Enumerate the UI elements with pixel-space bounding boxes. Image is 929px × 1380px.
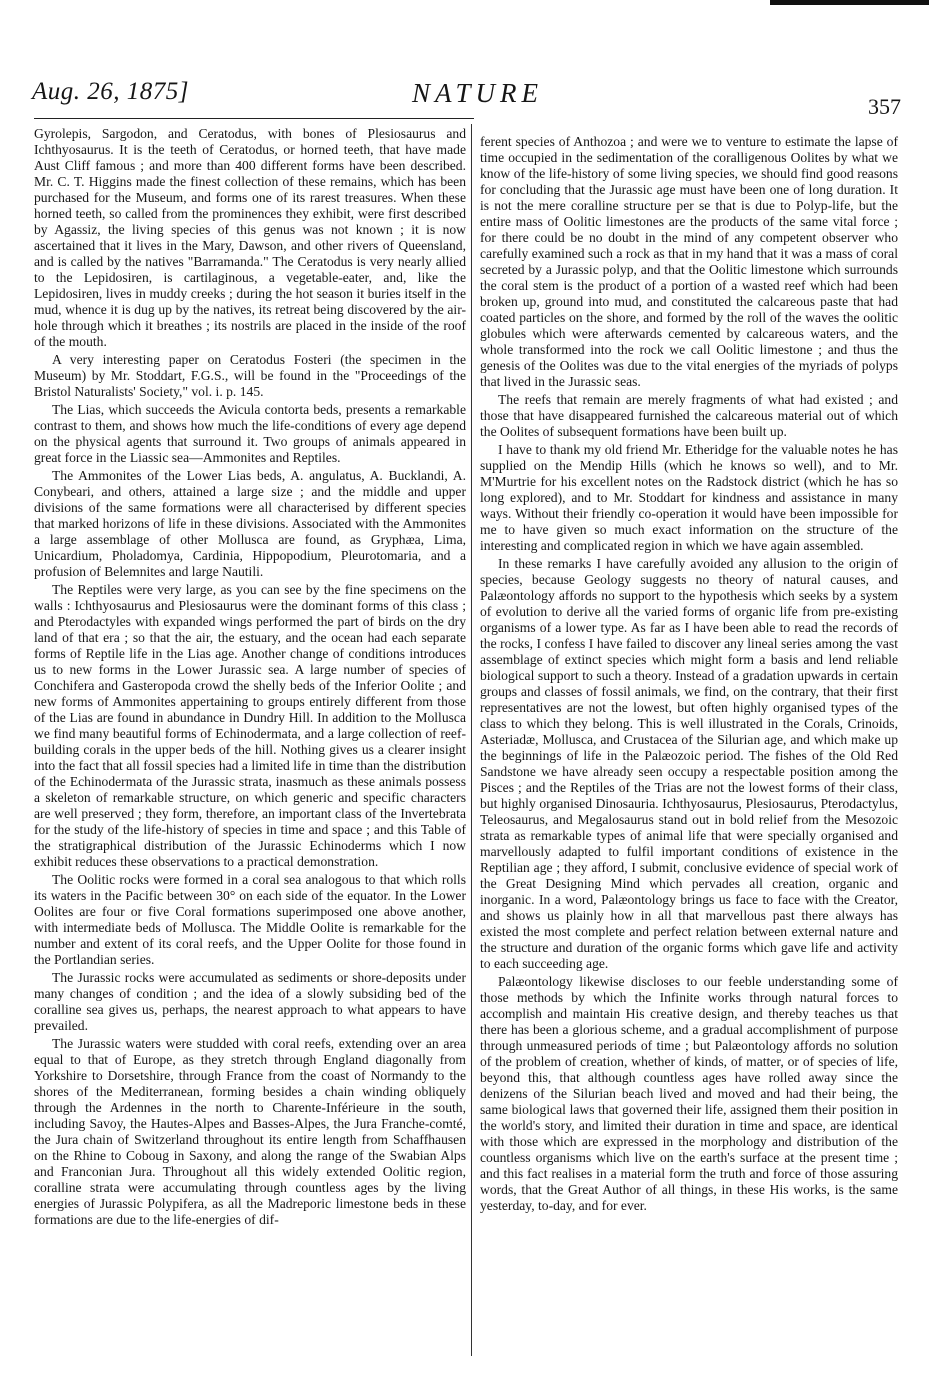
paragraph: In these remarks I have carefully avoided any allusion to the origin of species, because Geology suggests no theory of natural causes, and Palæontology affords no support to the hypothesis which seeks by a system of evolution to derive all the varied forms of organic life from pre-existing organisms of a lower type. As far as I have been able to read the records of the rocks, I confess I have failed to discover any lineal series among the vast assemblage of extinct species which might form a basis and lend reliable biological support to such a theory. Instead of a gradation upwards in certain groups and classes of fossil animals, we find, on the contrary, that their first representatives are not the lowest, but often highly organised types of the class to which they belong. This is well illustrated in the Corals, Crinoids, Asteriadæ, Mollusca, and Crustacea of the Silurian age, and which make up the beginnings of life in the Palæozoic period. The fishes of the Old Red Sandstone we have already seen occupy a respectable position among the Pisces ; and the Reptiles of the Trias are not the lowest forms of their class, but highly organised Dinosauria. Ichthyosaurus, Plesiosaurus, Pterodactylus, Teleosaurus, and Megalosaurus stand out in bold relief from the Mesozoic strata as remarkable types of animal life that were specially organised and marvellously adapted to fulfil important conditions of existence in the Reptilian age ; they afford, I submit, conclusive evidence of special work of the Great Designing Mind which pervades all creation, organic and inorganic. In a word, Palæontology brings us face to face with the Creator, and shows us plainly how in all that marvellous past there always has existed the most complete and perfect relation between external nature and the structure and duration of the organic forms which gave life and activity to each succeeding age. — [480, 556, 898, 971]
paragraph: The Reptiles were very large, as you can see by the fine specimens on the walls : Ichthyosaurus and Plesiosaurus were the dominant forms of this class ; and Pterodactyles with expanded wings performed the part of birds on the dry land of that era ; so that the air, the estuary, and the ocean had each separate forms of Reptile life in the Lias age. Another change of conditions introduces us to new forms in the Lower Jurassic sea. A large number of species of Conchifera and Gasteropoda crowd the shelly beds of the Inferior Oolite ; and new forms of Ammonites appertaining to groups entirely different from those of the Lias are found in abundance in Dundry Hill. In addition to the Mollusca we find many beautiful forms of Echinodermata, and a large collection of reef-building corals in the upper beds of the hill. Nothing gives us a clearer insight into the fact that all fossil species had a limited life in time than the distribution of the Echinodermata of the Jurassic strata, inasmuch as these animals possess a skeleton of remarkable structure, on which generic and specific characters are well preserved ; they form, therefore, an important class of the Invertebrata for the study of the life-history of species in time and space ; and this Table of the stratigraphical distribution of the Jurassic Echinoderms which I now exhibit reduces these observations to a practical demonstration. — [34, 582, 466, 869]
paragraph: The Jurassic waters were studded with coral reefs, extending over an area equal to that of Europe, as they stretch through England diagonally from Yorkshire to Dorsetshire, through France from the coast of Normandy to the shores of the Mediterranean, forming besides a chain winding obliquely through the Ardennes in the north to Charente-Inférieure in the south, including Savoy, the Hautes-Alpes and Basses-Alpes, the Jura Franche-comté, the Jura chain of Switzerland throughout its entire length from Schaffhausen on the Rhine to Coboug in Saxony, and along the range of the Swabian Alps and Franconian Jura. Throughout all this widely extended Oolitic region, coralline strata were accumulating through countless ages by the living energies of Jurassic Polypifera, as all the Madreporic limestone beds in these formations are due to the life-energies of dif- — [34, 1036, 466, 1227]
paragraph: A very interesting paper on Ceratodus Fosteri (the specimen in the Museum) by Mr. Stoddart, F.G.S., will be found in the "Proceedings of the Bristol Naturalists' Society," vol. i. p. 145. — [34, 352, 466, 399]
top-edge-rule — [770, 0, 929, 5]
left-column — [34, 126, 466, 1228]
paragraph: The Jurassic rocks were accumulated as sediments or shore-deposits under many changes of condition ; and the idea of a slowly subsiding bed of the coralline sea gives us, perhaps, the nearest approach to what appears to have prevailed. — [34, 970, 466, 1033]
header-rule — [34, 118, 474, 119]
paragraph: I have to thank my old friend Mr. Etheridge for the valuable notes he has supplied on the Mendip Hills (which he knows so well), and to Mr. M'Murtrie for his excellent notes on the Radstock district (which he has so long explored), and to Mr. Stoddart for kindness and assistance in many ways. Without their friendly co-operation it would have been impossible for me to have given so much exact information on the structure of the interesting and complicated region in which we have again assembled. — [480, 442, 898, 553]
masthead — [0, 78, 929, 119]
paragraph: The Oolitic rocks were formed in a coral sea analogous to that which rolls its waters in the Pacific between 30° on each side of the equator. In the Lower Oolites are four or five Coral formations superimposed one above another, with intermediate beds of Mollusca. The Middle Oolite is remarkable for the number and extent of its coral reefs, and the Upper Oolite for those found in the Portlandian series. — [34, 872, 466, 967]
right-column — [480, 134, 898, 1214]
issue-date: Aug. 26, 1875] — [32, 78, 189, 105]
paragraph: The reefs that remain are merely fragments of what had existed ; and those that have disappeared furnished the calcareous material out of which the Oolites of subsequent formations have been built up. — [480, 392, 898, 439]
paragraph: Gyrolepis, Sargodon, and Ceratodus, with bones of Plesiosaurus and Ichthyosaurus. It is the teeth of Ceratodus, or horned teeth, that have made Aust Cliff famous ; and more than 400 different forms have been described. Mr. C. T. Higgins made the finest collection of these remains, which has been purchased for the Museum, and forms one of its rarest treasures. When these horned teeth, so called from the prominences they exhibit, were first described by Agassiz, the living species of this genus was not known ; it is now ascertained that it lives in the Mary, Dawson, and other rivers of Queensland, and is called by the natives "Barramanda." The Ceratodus is very nearly allied to the Lepidosiren, is cartilaginous, a vegetable-eater, and, like the Lepidosiren, lives in muddy creeks ; during the hot season it buries itself in the mud, whence it is dug up by the natives, its retreat being discovered by the air-hole through which it breathes ; its nostrils are placed in the inside of the roof of the mouth. — [34, 126, 466, 349]
paragraph: The Lias, which succeeds the Avicula contorta beds, presents a remarkable contrast to them, and shows how much the life-conditions of every age depend on the physical agents that surround it. Two groups of animals appeared in great force in the Liassic sea—Ammonites and Reptiles. — [34, 402, 466, 465]
paragraph: Palæontology likewise discloses to our feeble understanding some of those methods by which the Infinite works through natural forces to accomplish and maintain His creative design, and thereby teaches us that there has been a glorious scheme, and a gradual accomplishment of purpose through unmeasured periods of time ; but Palæontology affords no solution of the problem of creation, whether of kinds, of matter, or of species of life, beyond this, that although countless ages have rolled away since the denizens of the Silurian beach lived and moved and had their being, the same biological laws that governed their life, assigned them their position in the world's story, and limited their duration in time and space, are identical with those which are expressed in the morphology and distribution of the countless organisms which live on the earth's surface at the present time ; and this fact realises in a material form the truth and force of those assuring words, that the Great Author of all things, in these His works, is the same yesterday, to-day, and for ever. — [480, 974, 898, 1213]
column-divider — [471, 124, 472, 1356]
page-number: 357 — [868, 94, 901, 119]
paragraph: ferent species of Anthozoa ; and were we to venture to estimate the lapse of time occupied in the sedimentation of the coralligenous Oolites by what we know of the life-history of some living species, we should find good reasons for concluding that the Jurassic age must have been one of long duration. It is not the mere coralline structure per se that is due to Polyp-life, but the entire mass of Oolitic limestones are the products of the same vital force ; for there could be no doubt in the mind of any competent observer who carefully examined such a rock as that in my hand that it was a mass of coral secreted by a Jurassic polyp, and that the Oolitic limestone which surrounds the coral stem is the product of a portion of a wasted reef which had been broken up, ground into mud, and constituted the calcareous paste that had coated particles on the shore, and formed by the roll of the waves the oolitic globules which were afterwards cemented by calcareous waters, and the whole transformed into the rock we call Oolitic limestone ; and thus the genesis of the Oolites was due to the vital energies of the myriads of polyps that lived in the Jurassic seas. — [480, 134, 898, 389]
journal-title: NATURE — [412, 78, 543, 108]
paragraph: The Ammonites of the Lower Lias beds, A. angulatus, A. Bucklandi, A. Conybeari, and others, attained a large size ; and the middle and upper divisions of the same formations were all characterised by different species that marked horizons of life in these divisions. Associated with the Ammonites a large assemblage of other Mollusca are found, as Gryphæa, Lima, Unicardium, Pholadomya, Cardinia, Hippopodium, Pleurotomaria, and a profusion of Belemnites and large Nautili. — [34, 468, 466, 579]
